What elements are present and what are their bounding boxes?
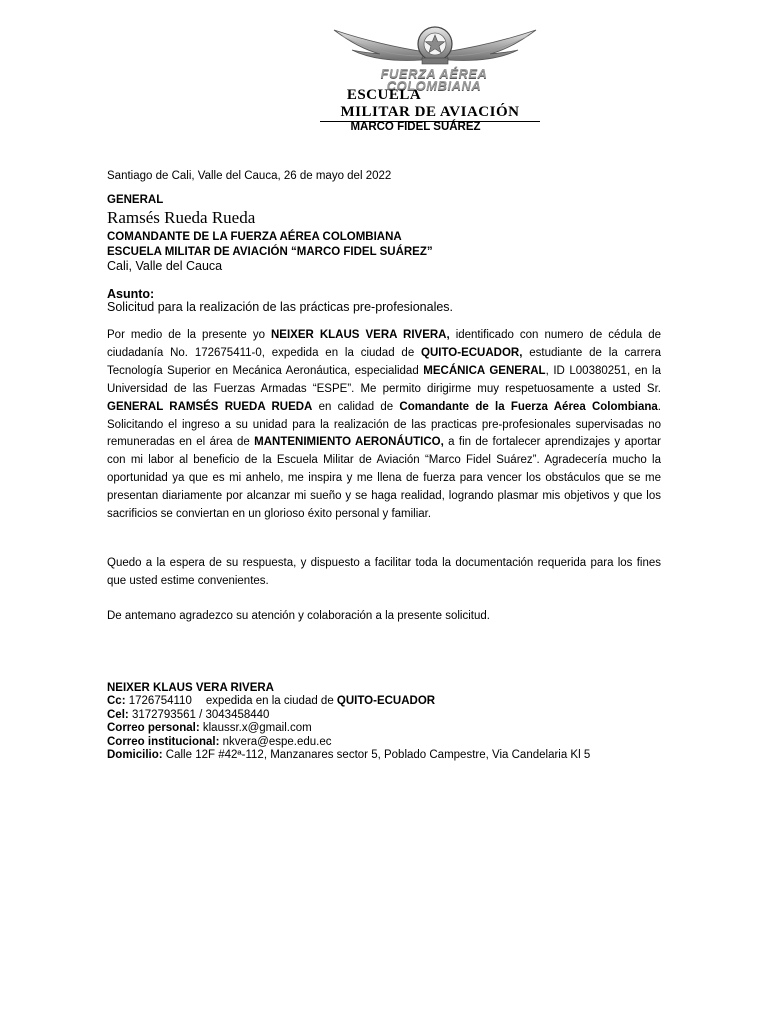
cc-label: Cc: bbox=[107, 695, 126, 708]
signer-id-line bbox=[107, 695, 707, 708]
address-label: Domicilio: bbox=[107, 749, 163, 762]
date-line: Santiago de Cali, Valle del Cauca, 26 de mayo del 2022 bbox=[107, 170, 392, 182]
body-segment: , ID L00380251, en la Universidad de las Fuerzas Armadas “ESPE”. Me permito dirigirme muy respetuosamente a usted Sr. bbox=[107, 364, 661, 395]
body-segment: . Solicitando el ingreso a su unidad para la realización de las practicas pre-profesionales supervisadas no remuneradas en el área de bbox=[107, 400, 661, 449]
body-segment: Por medio de la presente yo bbox=[107, 329, 271, 341]
body-paragraph-2: Quedo a la espera de su respuesta, y dispuesto a facilitar toda la documentación requerida para los fines que usted estime convenientes. bbox=[107, 557, 661, 587]
body-paragraph-1 bbox=[107, 327, 661, 524]
body-segment-bold: Comandante de la Fuerza Aérea Colombiana bbox=[399, 400, 658, 413]
body-segment-bold: GENERAL RAMSÉS RUEDA RUEDA bbox=[107, 400, 313, 413]
body-segment: identificado con numero de cédula de ciudadanía No. 172675411-0, expedida en la ciudad de bbox=[107, 329, 661, 359]
signer-phone-line bbox=[107, 709, 707, 722]
logo-text-line2: COLOMBIANA bbox=[386, 78, 482, 93]
recipient-rank: GENERAL bbox=[107, 194, 164, 206]
cc-issued-text: expedida en la ciudad de bbox=[205, 695, 337, 708]
body-paragraph-3: De antemano agradezco su atención y colaboración a la presente solicitud. bbox=[107, 610, 490, 622]
body-segment: estudiante de la carrera Tecnología Superior en Mecánica Aeronáutica, especialidad bbox=[107, 346, 661, 377]
signer-address-line bbox=[107, 749, 707, 762]
signer-inst-email-line bbox=[107, 736, 707, 749]
recipient-name: Ramsés Rueda Rueda bbox=[107, 208, 256, 227]
body-segment-bold: QUITO-ECUADOR, bbox=[421, 346, 523, 359]
school-name-line1: ESCUELA bbox=[346, 87, 422, 103]
inst-email-label: Correo institucional: bbox=[107, 735, 220, 748]
inst-email-value: nkvera@espe.edu.ec bbox=[222, 735, 332, 748]
signer-email-line bbox=[107, 722, 707, 735]
cel-value: 3172793561 / 3043458440 bbox=[131, 708, 270, 721]
cc-value: 1726754110 bbox=[128, 695, 192, 708]
subject-text: Solicitud para la realización de las prácticas pre-profesionales. bbox=[107, 300, 454, 314]
cel-label: Cel: bbox=[107, 708, 129, 721]
subject-label: Asunto: bbox=[107, 287, 155, 301]
address-value: Calle 12F #42ª-112, Manzanares sector 5, Poblado Campestre, Via Candelaria Kl 5 bbox=[165, 749, 591, 762]
wings-emblem-icon bbox=[330, 22, 540, 72]
recipient-role-1: COMANDANTE DE LA FUERZA AÉREA COLOMBIANA bbox=[107, 231, 402, 243]
signer-name: NEIXER KLAUS VERA RIVERA bbox=[107, 682, 274, 694]
body-segment-bold: MANTENIMIENTO AERONÁUTICO, bbox=[254, 436, 444, 449]
body-segment-bold: NEIXER KLAUS VERA RIVERA, bbox=[271, 329, 450, 341]
body-segment: a fin de fortalecer aprendizajes y aportar con mi labor al beneficio de la Escuela Militar de Aviación “Marco Fidel Suárez”. Agradecería mucho la oportunidad ya que es mi anhelo, me inspira y me llena de fuerza para vencer los obstáculos que se me presentan diariamente por alcanzar mi sueño y se haga realidad, logrando plasmar mis objetivos y que los sacrificios se conviertan en un glorioso éxito personal y familiar. bbox=[107, 436, 661, 521]
cc-city: QUITO-ECUADOR bbox=[336, 695, 436, 708]
school-name-line2: MILITAR DE AVIACIÓN bbox=[320, 104, 540, 122]
logo-text-line1: FUERZA AÉREA bbox=[380, 66, 488, 81]
email-label: Correo personal: bbox=[107, 722, 200, 735]
body-segment: en calidad de bbox=[312, 400, 400, 413]
signature-block bbox=[107, 682, 707, 762]
body-segment-bold: MECÁNICA GENERAL bbox=[423, 364, 546, 377]
recipient-role-2: ESCUELA MILITAR DE AVIACIÓN “MARCO FIDEL SUÁREZ” bbox=[107, 246, 433, 258]
recipient-city: Cali, Valle del Cauca bbox=[107, 259, 223, 273]
school-name-line3: MARCO FIDEL SUÁREZ bbox=[350, 121, 481, 133]
email-value: klaussr.x@gmail.com bbox=[202, 722, 312, 735]
